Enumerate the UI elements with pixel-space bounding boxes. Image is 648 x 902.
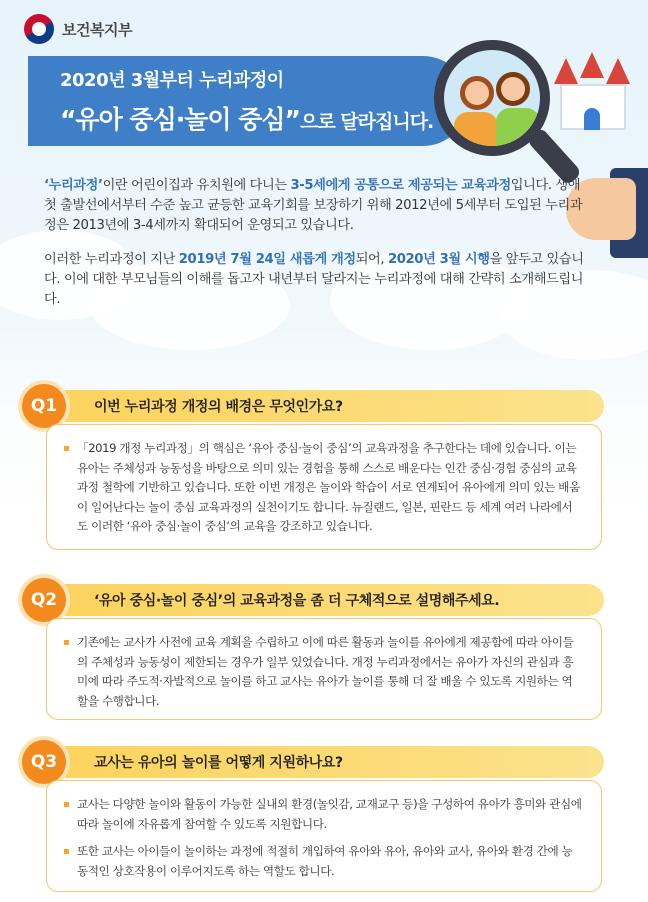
answer-box: [46, 618, 602, 720]
highlight-text: ‘누리과정’: [44, 178, 103, 193]
question-header: [22, 740, 604, 782]
intro-paragraph-1: [44, 176, 584, 236]
question-badge: Q1: [22, 384, 66, 428]
question-badge: Q2: [22, 578, 66, 622]
answer-text: ▪ 교사는 다양한 놀이와 활동이 가능한 실내외 환경(놀잇감, 교재교구 등)을 구성하여 유아가 흥미와 관심에 따라 놀이에 자유롭게 참여할 수 있도록 지원합니다.: [77, 795, 583, 834]
magnifier-illustration: [434, 40, 584, 190]
question-header: [22, 578, 604, 620]
banner-tail: 으로 달라집니다.: [299, 111, 434, 133]
highlight-text: 3-5세에게 공통으로 제공되는 교육과정: [290, 178, 511, 193]
intro-paragraph-2: [44, 250, 584, 310]
child-face: [496, 72, 530, 106]
ministry-name: 보건복지부: [62, 20, 132, 39]
banner-line-1: 2020년 3월부터 누리과정이: [60, 70, 284, 91]
taeguk-icon: [19, 9, 60, 50]
castle-roof: [606, 58, 630, 84]
child-face: [460, 76, 494, 110]
magnifier-lens: [434, 40, 550, 156]
question-title: 교사는 유아의 놀이를 어떻게 지원하나요?: [48, 746, 604, 778]
banner-emphasis: “유아 중심·놀이 중심”: [60, 105, 300, 134]
body-text: 입니다. 생애 첫 출발선에서부터 수준 높고 균등한 교육기회를 보장하기 위해 2012년에 5세부터 도입된 누리과정은 2013년에 3-4세까지 확대되어 운영되고 있습니다.: [44, 178, 583, 233]
child-figure: [454, 112, 498, 152]
body-text: 되어,: [355, 252, 388, 267]
title-banner: [28, 56, 468, 146]
answer-box: [46, 780, 602, 892]
answer-text: ▪ 또한 교사는 아이들이 놀이하는 과정에 적절히 개입하여 유아와 유아, 유아와 교사, 유아와 환경 간에 능동적인 상호작용이 이루어지도록 하는 역할도 합니다.: [77, 842, 583, 881]
highlight-text: 2019년 7월 24일 새롭게 개정: [178, 252, 356, 267]
child-figure: [496, 108, 540, 152]
question-title: 이번 누리과정 개정의 배경은 무엇인가요?: [48, 390, 604, 422]
highlight-text: 2020년 3월 시행: [387, 252, 490, 267]
intro-text: [44, 176, 584, 324]
question-title: ‘유아 중심·놀이 중심’의 교육과정을 좀 더 구체적으로 설명해주세요.: [48, 584, 604, 616]
body-text: 이러한 누리과정이 지난: [44, 252, 179, 267]
castle-door: [584, 108, 600, 130]
question-header: [22, 384, 604, 426]
body-text: 이란 어린이집과 유치원에 다니는: [102, 178, 291, 193]
ministry-logo: [24, 14, 132, 44]
body-text: 을 앞두고 있습니다. 이에 대한 부모님들의 이해를 돕고자 내년부터 달라지는 누리과정에 대해 간략히 소개해드립니다.: [44, 252, 584, 307]
answer-box: [46, 424, 602, 550]
answer-text: ▪ 「2019 개정 누리과정」의 핵심은 ‘유아 중심·놀이 중심’의 교육과정을 추구한다는 데에 있습니다. 이는 유아는 주체성과 능동성을 바탕으로 의미 있는 경험을 통해 스스로 배운다는 인간 중심·경험 중심의 교육과정 철학에 기반하고 있습니다. 또한 이번 개정은 놀이와 학습이 서로 연계되어 유아에게 의미 있는 배움이 일어난다는 놀이 중심 교육과정의 실천이기도 합니다. 뉴질랜드, 일본, 핀란드 등 세계 여러 나라에서도 이러한 ‘유아 중심·놀이 중심’의 교육을 강조하고 있습니다.: [77, 439, 583, 537]
question-badge: Q3: [22, 740, 66, 784]
answer-text: ▪ 기존에는 교사가 사전에 교육 계획을 수립하고 이에 따른 활동과 놀이를 유아에게 제공함에 따라 아이들의 주체성과 능동성이 제한되는 경우가 일부 있었습니다. 개정 누리과정에서는 유아가 자신의 관심과 흥미에 따라 주도적·자발적으로 놀이를 하고 교사는 유아가 놀이를 통해 더 잘 배울 수 있도록 지원하는 역할을 수행합니다.: [77, 633, 583, 711]
banner-line-2: [60, 100, 448, 136]
